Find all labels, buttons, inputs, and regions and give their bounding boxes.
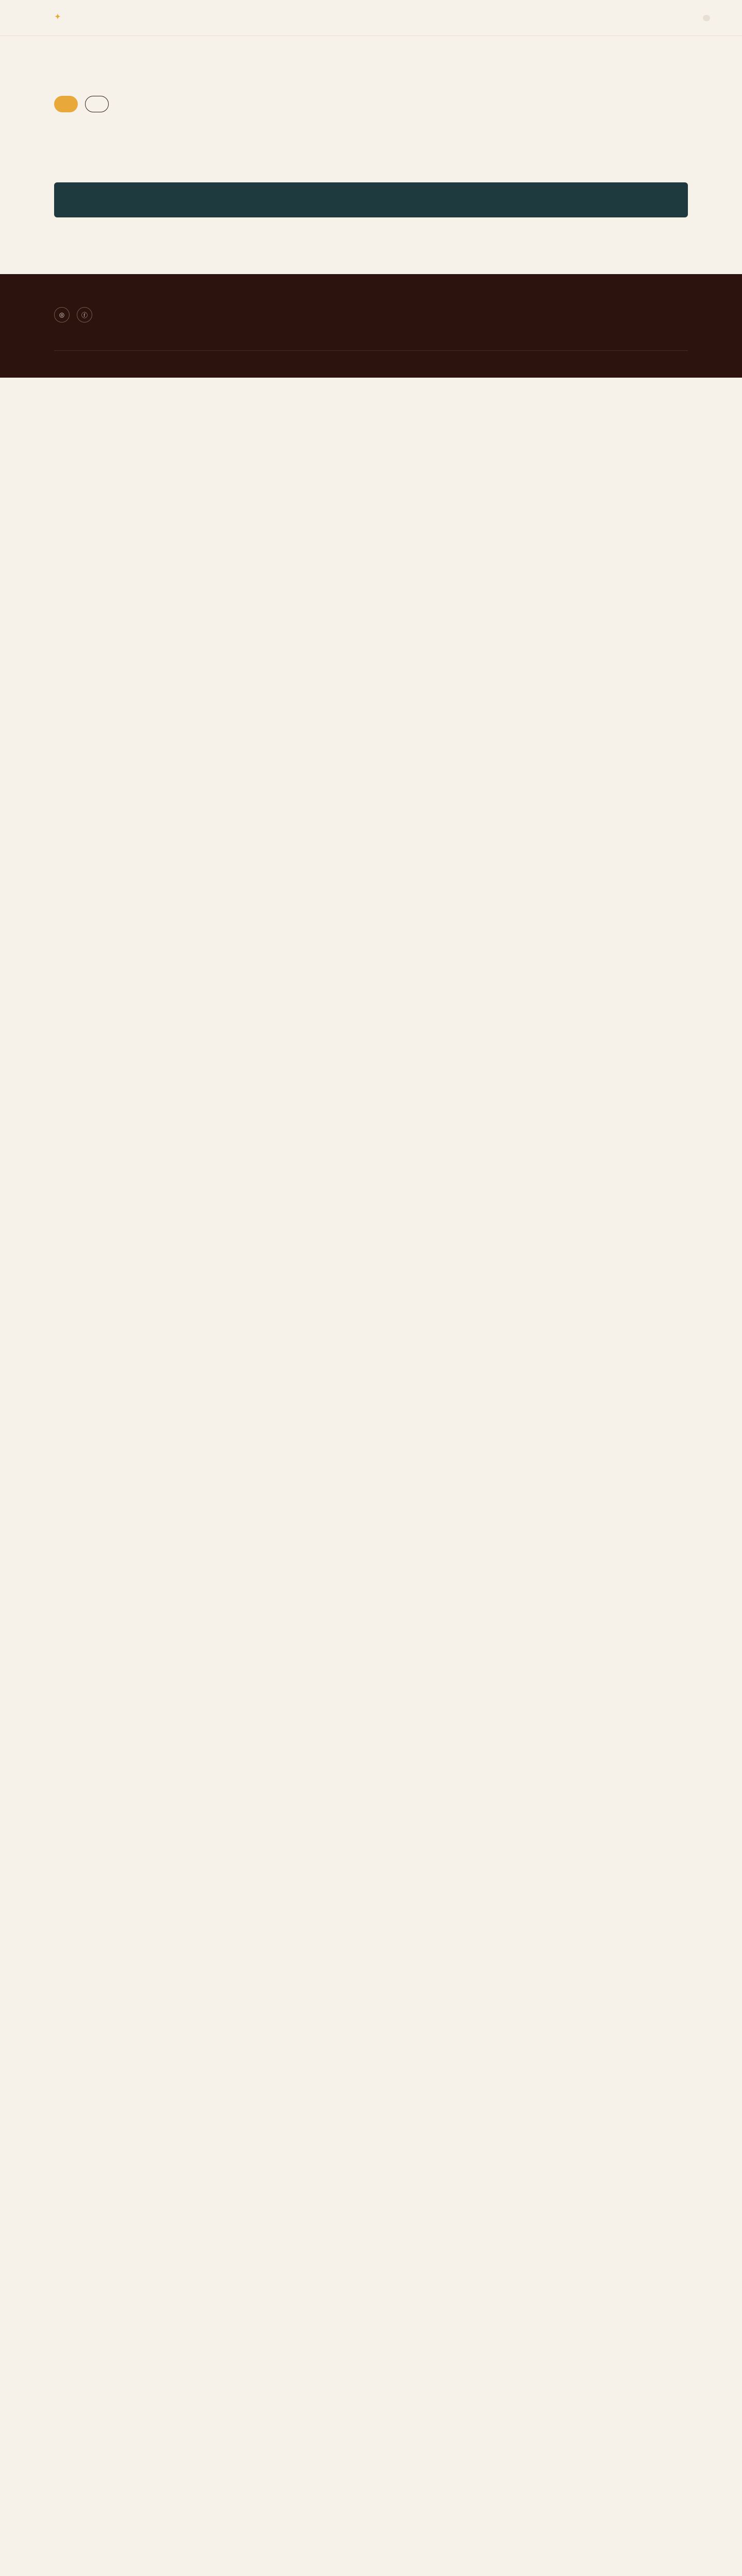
site-footer [0, 274, 742, 378]
lang-es[interactable] [703, 15, 710, 21]
language-switcher [692, 15, 710, 21]
drinks-menu-pdf-button[interactable] [85, 96, 109, 112]
site-header [0, 0, 742, 36]
brand[interactable] [55, 13, 63, 23]
hero [54, 36, 688, 112]
star-icon: ✦ [55, 13, 61, 21]
lang-en[interactable] [692, 15, 699, 21]
menu-footnote [54, 245, 683, 274]
main-content [54, 36, 688, 274]
facebook-icon[interactable]: ⓕ [77, 307, 92, 323]
happy-hour-banner [54, 182, 688, 217]
instagram-icon[interactable]: ◎ [54, 307, 70, 323]
food-menu-pdf-button[interactable] [54, 96, 78, 112]
